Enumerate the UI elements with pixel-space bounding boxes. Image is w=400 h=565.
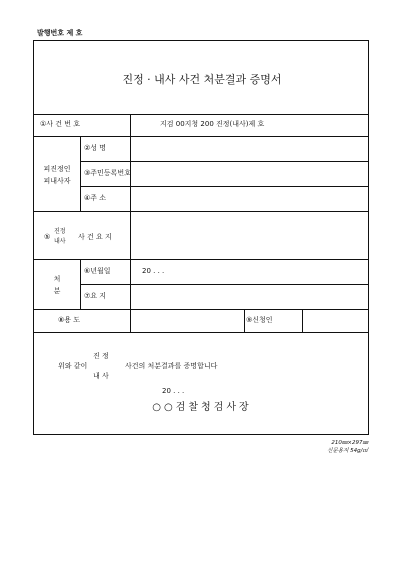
- applicant-label: ⑨신청인: [246, 316, 273, 324]
- certify-line-suffix: 사건의 처분결과를 증명합니다: [125, 362, 218, 370]
- summary-word2: 내사: [54, 238, 66, 245]
- disposition-group-line2: 분: [53, 287, 61, 295]
- name-label: ②성 명: [84, 144, 107, 152]
- address-label: ④주 소: [84, 194, 107, 202]
- disposition-group-line1: 처: [53, 275, 61, 283]
- form-title: 진정 · 내사 사건 처분결과 증명서: [122, 73, 282, 86]
- paper-size: 210㎜×297㎜: [331, 440, 368, 446]
- certify-line-prefix: 위와 같이: [58, 362, 88, 370]
- summary-word1: 진정: [54, 228, 66, 235]
- issue-number: 발행번호 제 호: [37, 29, 83, 37]
- certificate-form: [33, 40, 369, 435]
- paper-spec: 신문용지 54g/㎡: [327, 448, 368, 454]
- purpose-label: ⑧용 도: [58, 316, 81, 324]
- summary-label: 사 건 요 지: [78, 233, 112, 241]
- case-number-label: ①사 건 번 호: [40, 120, 80, 128]
- certify-date: 20 . . .: [162, 387, 185, 395]
- certify-word2: 내 사: [93, 372, 109, 380]
- disposition-date-label: ⑥년월일: [84, 267, 111, 275]
- party-group-line2: 피내사자: [43, 177, 71, 185]
- certify-word1: 진 정: [93, 352, 109, 360]
- disposition-date-value: 20 . . .: [142, 267, 165, 275]
- case-number-value: 지검 00지청 200 진정(내사)제 호: [160, 120, 265, 128]
- disposition-content-label: ⑦요 지: [84, 292, 107, 300]
- issuer-name: ○○검찰청검사장: [152, 402, 252, 413]
- party-group-line1: 피진정인: [43, 165, 71, 173]
- rrn-label: ③주민등록번호: [84, 169, 131, 177]
- summary-num: ⑤: [44, 233, 51, 241]
